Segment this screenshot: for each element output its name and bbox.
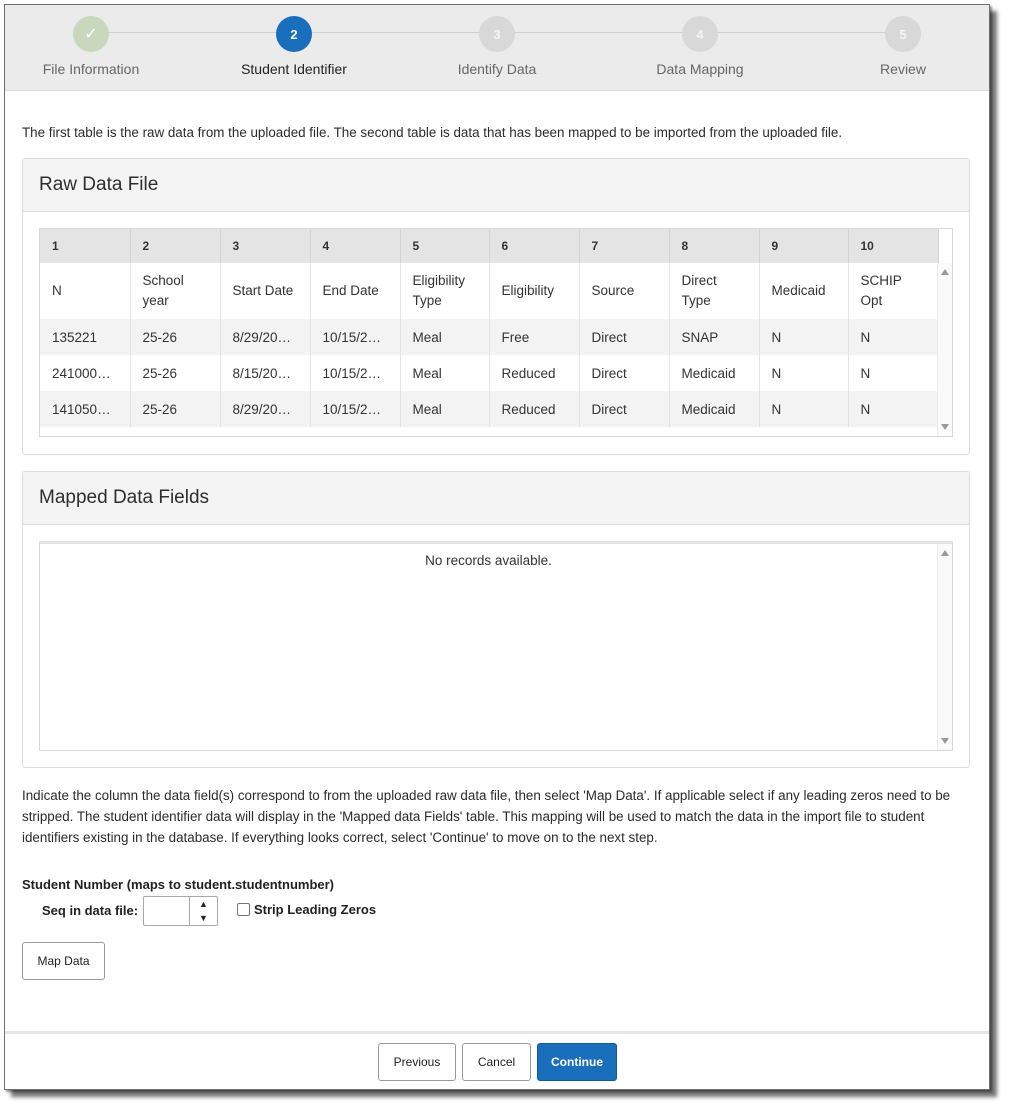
- no-records-message: No records available.: [425, 553, 552, 568]
- wizard-steps: [5, 5, 989, 91]
- table-cell: 1410500…: [40, 391, 130, 427]
- table-row: [40, 355, 938, 391]
- strip-leading-zeros-label: Strip Leading Zeros: [254, 902, 377, 917]
- column-header[interactable]: 3: [220, 229, 310, 263]
- table-cell: N: [848, 355, 938, 391]
- table-cell: Reduced: [489, 355, 579, 391]
- column-header[interactable]: 8: [669, 229, 759, 263]
- table-cell: Meal: [400, 391, 489, 427]
- step-file-information[interactable]: [4, 16, 181, 77]
- table-cell: 8/29/20…: [220, 319, 310, 355]
- table-cell: Direct: [579, 355, 669, 391]
- strip-leading-zeros-checkbox[interactable]: [237, 903, 250, 916]
- table-cell: Direct: [579, 391, 669, 427]
- seq-input[interactable]: [144, 897, 189, 925]
- scroll-down-icon[interactable]: [941, 424, 949, 430]
- table-cell: Medicaid: [669, 391, 759, 427]
- spin-down-icon[interactable]: ▼: [199, 912, 208, 923]
- table-cell: Direct Type: [669, 263, 759, 319]
- table-cell: Eligibility: [489, 263, 579, 319]
- step-identify-data[interactable]: [407, 16, 587, 77]
- table-cell: 25-26: [130, 391, 220, 427]
- table-cell: School year: [130, 263, 220, 319]
- seq-stepper[interactable]: [143, 896, 218, 926]
- vertical-scrollbar[interactable]: [937, 263, 952, 436]
- table-cell: N: [40, 263, 130, 319]
- table-cell: Start Date: [220, 263, 310, 319]
- table-cell: 8/15/20…: [220, 355, 310, 391]
- intro-text: The first table is the raw data from the uploaded file. The second table is data that has been mapped to be imported from the uploaded file.: [22, 125, 843, 140]
- column-header[interactable]: 10: [848, 229, 938, 263]
- step-student-identifier[interactable]: [204, 16, 384, 77]
- table-row: [40, 319, 938, 355]
- table-cell: SCHIP Opt: [848, 263, 938, 319]
- step-number: 3: [479, 16, 515, 52]
- student-number-label: Student Number (maps to student.studentnumber): [22, 877, 334, 892]
- step-number: 5: [885, 16, 921, 52]
- table-cell: 8/29/20…: [220, 391, 310, 427]
- vertical-scrollbar[interactable]: [937, 544, 952, 750]
- raw-data-title: Raw Data File: [23, 159, 969, 212]
- footer-bar: [5, 1031, 989, 1089]
- table-cell: 2410001…: [40, 355, 130, 391]
- step-label: Review: [880, 61, 926, 77]
- table-cell: N: [759, 391, 848, 427]
- scroll-down-icon[interactable]: [941, 738, 949, 744]
- check-icon: ✓: [73, 16, 109, 52]
- table-cell: 10/15/2…: [310, 391, 400, 427]
- step-data-mapping[interactable]: [610, 16, 790, 77]
- column-header[interactable]: 7: [579, 229, 669, 263]
- table-cell: N: [848, 319, 938, 355]
- scroll-up-icon[interactable]: [941, 550, 949, 556]
- map-data-button[interactable]: Map Data: [22, 942, 105, 980]
- seq-label: Seq in data file:: [42, 903, 139, 918]
- spinner: [189, 897, 217, 925]
- mapped-data-panel: [22, 471, 970, 768]
- scroll-up-icon[interactable]: [941, 269, 949, 275]
- table-cell: Medicaid: [669, 355, 759, 391]
- column-number-row: [40, 229, 938, 263]
- mapped-data-title: Mapped Data Fields: [23, 472, 969, 525]
- step-label: Identify Data: [457, 61, 537, 77]
- table-cell: End Date: [310, 263, 400, 319]
- continue-button[interactable]: Continue: [537, 1043, 617, 1081]
- table-cell: N: [759, 319, 848, 355]
- table-cell: Source: [579, 263, 669, 319]
- table-cell: 10/15/2…: [310, 355, 400, 391]
- table-cell: 25-26: [130, 355, 220, 391]
- table-row: [40, 391, 938, 427]
- instructions-text: Indicate the column the data field(s) correspond to from the uploaded raw data file, then select 'Map Data'. If applicable select if any leading zeros need to be stripped. The student identifier data will display in the 'Mapped data Fields' table. This mapping will be used to match the data in the import file to student identifiers existing in the database. If everything looks correct, select 'Continue' to move on to the next step.: [22, 788, 951, 845]
- table-cell: Meal: [400, 319, 489, 355]
- table-cell: N: [759, 355, 848, 391]
- table-row: [40, 263, 938, 319]
- table-cell: SNAP: [669, 319, 759, 355]
- table-cell: Free: [489, 319, 579, 355]
- wizard-window: [4, 4, 990, 1090]
- column-header[interactable]: 6: [489, 229, 579, 263]
- step-number: 4: [682, 16, 718, 52]
- cancel-button[interactable]: Cancel: [462, 1043, 531, 1081]
- column-header[interactable]: 2: [130, 229, 220, 263]
- spin-up-icon[interactable]: ▲: [199, 898, 208, 909]
- strip-leading-zeros[interactable]: [237, 902, 376, 917]
- column-header[interactable]: 4: [310, 229, 400, 263]
- step-label: File Information: [42, 61, 140, 77]
- raw-data-panel: [22, 158, 970, 455]
- table-cell: N: [848, 391, 938, 427]
- table-cell: 10/15/2…: [310, 319, 400, 355]
- table-cell: 135221: [40, 319, 130, 355]
- mapped-data-grid[interactable]: [39, 541, 953, 751]
- step-number: 2: [276, 16, 312, 52]
- column-header[interactable]: 1: [40, 229, 130, 263]
- step-label: Data Mapping: [656, 61, 744, 77]
- column-header[interactable]: 9: [759, 229, 848, 263]
- step-review[interactable]: [813, 16, 990, 77]
- table-cell: Meal: [400, 355, 489, 391]
- table-cell: 25-26: [130, 319, 220, 355]
- table-cell: Eligibility Type: [400, 263, 489, 319]
- table-cell: Direct: [579, 319, 669, 355]
- column-header[interactable]: 5: [400, 229, 489, 263]
- raw-data-grid[interactable]: [39, 228, 953, 437]
- previous-button[interactable]: Previous: [378, 1043, 456, 1081]
- step-label: Student Identifier: [241, 61, 347, 77]
- table-cell: Reduced: [489, 391, 579, 427]
- table-cell: Medicaid: [759, 263, 848, 319]
- raw-data-table: [40, 229, 939, 427]
